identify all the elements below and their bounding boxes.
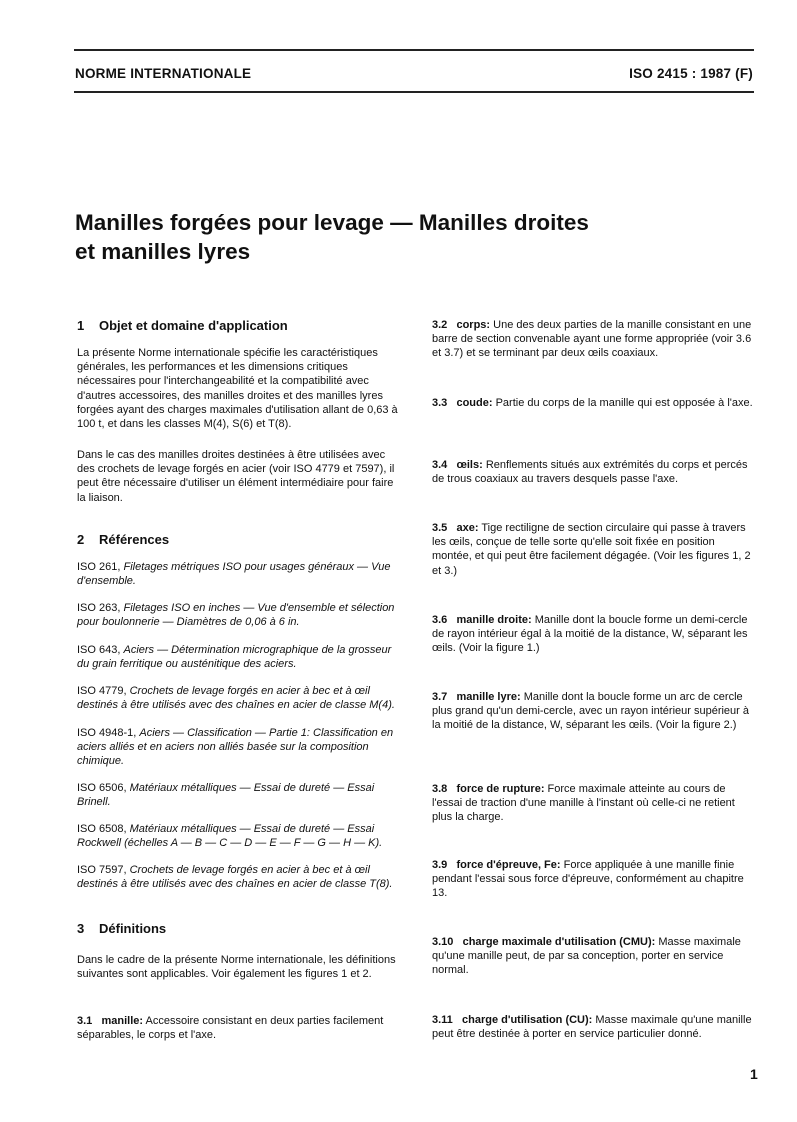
definition-3-3: 3.3 coude: Partie du corps de la manille qui est opposée à l'axe. (432, 397, 753, 409)
section-3-intro: Dans le cadre de la présente Norme internationale, les définitions suivantes sont applicables. Voir également les figures 1 et 2. (77, 954, 396, 981)
definition-3-9: 3.9 force d'épreuve, Fe: Force appliquée à une manille finie pendant l'essai sous force d'épreuve, conformément au chapitre 13. (432, 859, 744, 900)
section-1-paragraph-2: Dans le cas des manilles droites destinées à être utilisées avec des crochets de levage forgés en acier (voir ISO 4779 et 7597), il peut être nécessaire d'utiliser un élément intermédiaire pour faire la liaison. (77, 449, 395, 504)
definition-3-6: 3.6 manille droite: Manille dont la boucle forme un demi-cercle de rayon intérieur égal à la moitié de la distance, W, séparant les œils. (Voir la figure 1.) (432, 614, 748, 655)
reference-item: ISO 263, Filetages ISO en inches — Vue d'ensemble et sélection pour boulonnerie — Diamètres de 0,06 à 6 in. (77, 602, 395, 629)
section-1-paragraph-1: La présente Norme internationale spécifie les caractéristiques générales, les performances et les dimensions critiques nécessaires pour l'interchangeabilité et la compatibilité avec d'autres accessoires, des manilles droites et des manilles lyres forgées ayant des charges maximales d'utilisation allant de 0,63 à 100 t, et dans les classes M(4), S(6) et T(8). (77, 347, 398, 431)
section-1-heading: 1 Objet et domaine d'application (77, 318, 288, 333)
reference-item: ISO 4779, Crochets de levage forgés en acier à bec et à œil destinés à être utilisés avec des chaînes en acier de classe M(4). (77, 685, 395, 712)
definition-3-1: 3.1 manille: Accessoire consistant en deux parties facilement séparables, le corps et l'axe. (77, 1015, 384, 1042)
reference-item: ISO 261, Filetages métriques ISO pour usages généraux — Vue d'ensemble. (77, 561, 391, 588)
page-number: 1 (750, 1066, 758, 1082)
top-rule (74, 49, 754, 51)
header-standard-number: ISO 2415 : 1987 (F) (629, 66, 753, 81)
header-standard-type: NORME INTERNATIONALE (75, 66, 252, 81)
reference-item: ISO 4948-1, Aciers — Classification — Partie 1: Classification en aciers alliés et en aciers non alliés basée sur la composition chimique. (77, 727, 394, 768)
definition-3-7: 3.7 manille lyre: Manille dont la boucle forme un arc de cercle plus grand qu'un demi-cercle, avec un rayon intérieur supérieur à la moitié de la distance, W, séparant les œils. (Voir la figure 2.) (432, 691, 749, 732)
reference-item: ISO 6506, Matériaux métalliques — Essai de dureté — Essai Brinell. (77, 782, 375, 809)
document-title: Manilles forgées pour levage — Manilles droites et manilles lyres (75, 210, 589, 264)
reference-item: ISO 7597, Crochets de levage forgés en acier à bec et à œil destinés à être utilisés avec des chaînes en acier de classe T(8). (77, 864, 393, 891)
definition-3-2: 3.2 corps: Une des deux parties de la manille consistant en une barre de section convenable ayant une forme appropriée (voir 3.6 et 3.7) et se terminant par deux œils coaxiaux. (432, 319, 752, 360)
section-2-heading: 2 Références (77, 532, 170, 547)
definition-3-5: 3.5 axe: Tige rectiligne de section circulaire qui passe à travers les œils, conçue de telle sorte qu'elle soit fixée en position montée, et qui peut être facilement dégagée. (Voir les figures 1, 2 et 3.) (432, 522, 751, 577)
definition-3-10: 3.10 charge maximale d'utilisation (CMU): Masse maximale qu'une manille peut, de par sa conception, porter en service normal. (432, 936, 741, 977)
section-3-heading: 3 Définitions (77, 921, 167, 936)
definition-3-8: 3.8 force de rupture: Force maximale atteinte au cours de l'essai de traction d'une manille à l'instant où celle-ci ne retient plus la charge. (432, 783, 735, 824)
header-rule (74, 91, 754, 93)
reference-item: ISO 643, Aciers — Détermination micrographique de la grosseur du grain ferritique ou austénitique des aciers. (77, 644, 392, 671)
reference-item: ISO 6508, Matériaux métalliques — Essai de dureté — Essai Rockwell (échelles A — B — C — D — E — F — G — H — K). (77, 823, 383, 850)
definition-3-11: 3.11 charge d'utilisation (CU): Masse maximale qu'une manille peut être destinée à porter en service particulier donné. (432, 1014, 752, 1041)
definition-3-4: 3.4 œils: Renflements situés aux extrémités du corps et percés de trous coaxiaux au travers desquels passe l'axe. (432, 459, 748, 486)
